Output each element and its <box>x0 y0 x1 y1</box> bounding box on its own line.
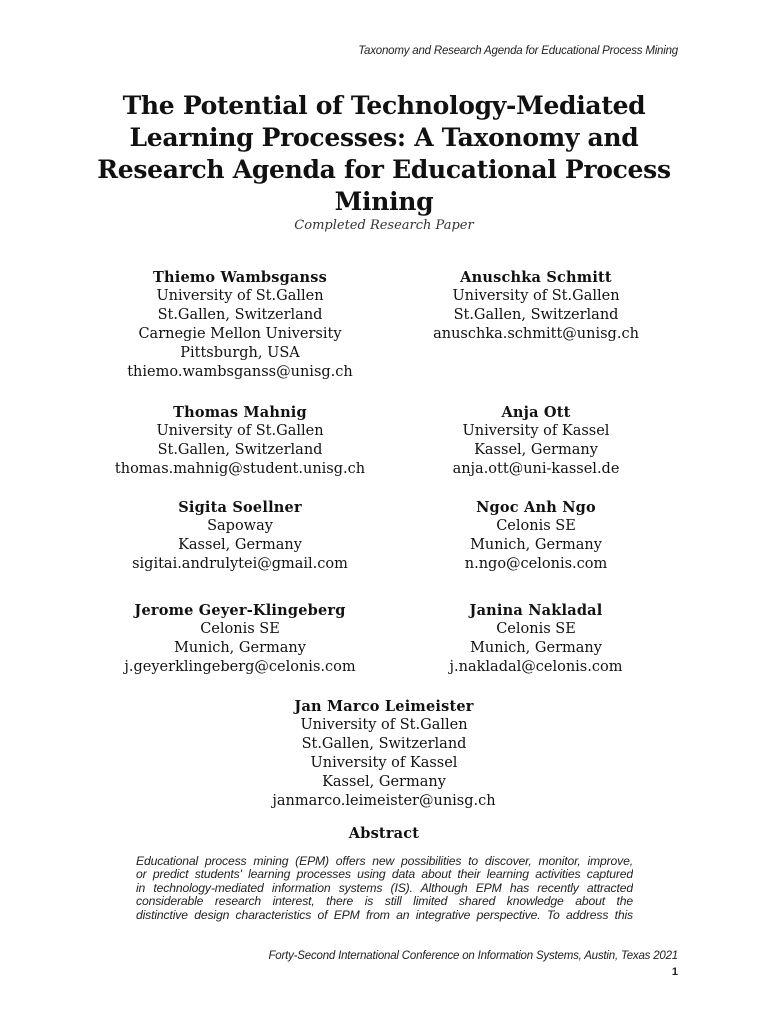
abstract-line: considerable research interest, there is still limited shared knowledge about the <box>136 895 633 909</box>
author-block <box>376 498 696 574</box>
author-name: Ngoc Anh Ngo <box>476 499 596 516</box>
author-affiliation: University of St.Gallen <box>300 717 468 733</box>
author-email: j.nakladal@celonis.com <box>449 659 623 675</box>
title-line: Mining <box>334 187 434 216</box>
author-block <box>224 697 544 811</box>
title-line: Learning Processes: A Taxonomy and <box>129 123 639 152</box>
abstract-line: Educational process mining (EPM) offers new possibilities to discover, monitor, improve, <box>136 855 633 868</box>
paper-type: Completed Research Paper <box>294 218 474 233</box>
author-location: Pittsburgh, USA <box>180 345 300 361</box>
author-email: sigitai.andrulytei@gmail.com <box>132 556 348 572</box>
author-location: St.Gallen, Switzerland <box>453 307 619 323</box>
title-line: Research Agenda for Educational Process <box>97 155 671 184</box>
page-number: 1 <box>671 966 678 978</box>
author-affiliation: University of Kassel <box>462 423 610 439</box>
author-location: St.Gallen, Switzerland <box>157 442 323 458</box>
abstract-line: distinctive design characteristics of EPM from an integrative perspective. To address this <box>136 908 633 922</box>
abstract-heading: Abstract <box>348 825 420 842</box>
author-name: Jan Marco Leimeister <box>294 698 474 715</box>
abstract-body <box>136 855 633 922</box>
paper-title <box>84 90 684 218</box>
author-email: j.geyerklingeberg@celonis.com <box>124 659 356 675</box>
author-location: Kassel, Germany <box>322 774 446 790</box>
author-affiliation: University of St.Gallen <box>452 288 620 304</box>
author-email: n.ngo@celonis.com <box>464 556 608 572</box>
author-affiliation: University of St.Gallen <box>156 423 324 439</box>
author-location: Munich, Germany <box>470 640 602 656</box>
author-block <box>376 403 696 479</box>
author-name: Thiemo Wambsganss <box>153 269 327 286</box>
author-email: janmarco.leimeister@unisg.ch <box>272 793 496 809</box>
abstract-line: or predict students' learning processes using data about their learning activities captured <box>136 868 633 882</box>
running-header: Taxonomy and Research Agenda for Educational Process Mining <box>358 45 678 57</box>
author-affiliation: Celonis SE <box>496 518 576 534</box>
author-block <box>80 403 400 479</box>
author-location: St.Gallen, Switzerland <box>301 736 467 752</box>
author-name: Janina Nakladal <box>469 602 603 619</box>
author-name: Jerome Geyer-Klingeberg <box>134 602 346 619</box>
author-block <box>80 268 400 382</box>
running-footer: Forty-Second International Conference on Information Systems, Austin, Texas 2021 <box>268 950 678 962</box>
author-location: Munich, Germany <box>174 640 306 656</box>
author-affiliation: Celonis SE <box>496 621 576 637</box>
author-email: thomas.mahnig@student.unisg.ch <box>114 461 366 477</box>
abstract-line: in technology-mediated information systems (IS). Although EPM has recently attracted <box>136 881 633 895</box>
author-location: Munich, Germany <box>470 537 602 553</box>
title-line: The Potential of Technology-Mediated <box>122 91 646 120</box>
author-email: anja.ott@uni-kassel.de <box>452 461 620 477</box>
author-affiliation: Celonis SE <box>200 621 280 637</box>
author-location: St.Gallen, Switzerland <box>157 307 323 323</box>
author-location: Kassel, Germany <box>474 442 598 458</box>
author-name: Anja Ott <box>501 404 571 421</box>
author-name: Anuschka Schmitt <box>460 269 612 286</box>
author-affiliation: University of St.Gallen <box>156 288 324 304</box>
author-block <box>376 268 696 344</box>
author-location: Kassel, Germany <box>178 537 302 553</box>
author-name: Thomas Mahnig <box>173 404 307 421</box>
author-affiliation: University of Kassel <box>310 755 458 771</box>
author-name: Sigita Soellner <box>178 499 302 516</box>
author-email: anuschka.schmitt@unisg.ch <box>433 326 639 342</box>
author-block <box>80 498 400 574</box>
author-affiliation: Sapoway <box>207 518 273 534</box>
author-email: thiemo.wambsganss@unisg.ch <box>127 364 353 380</box>
author-affiliation: Carnegie Mellon University <box>138 326 342 342</box>
author-block <box>376 601 696 677</box>
author-block <box>80 601 400 677</box>
